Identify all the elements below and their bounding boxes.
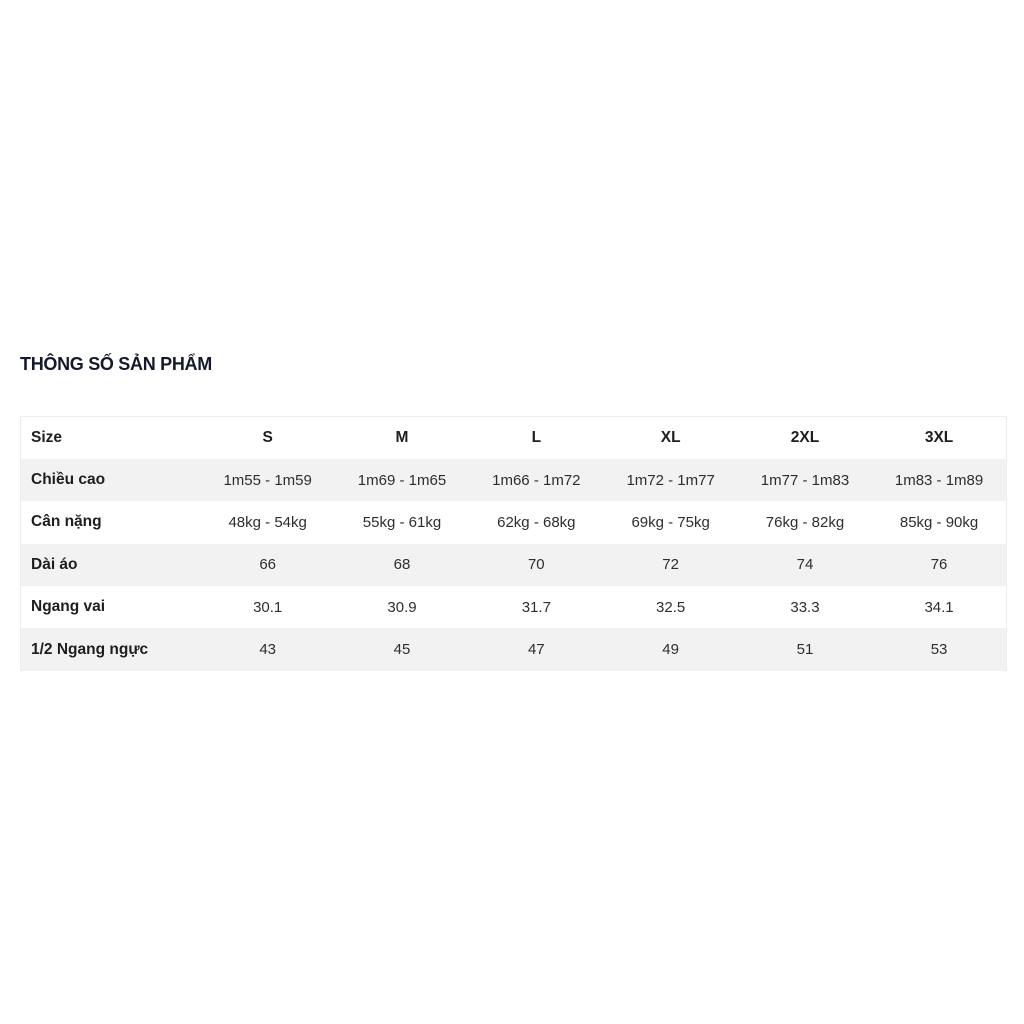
table-cell: 1m66 - 1m72 xyxy=(492,471,581,489)
table-cell: 49 xyxy=(662,641,679,659)
table-cell: 1m77 - 1m83 xyxy=(760,471,850,489)
size-column-s: S xyxy=(262,428,273,446)
table-header-row xyxy=(21,417,1007,459)
table-row-height xyxy=(21,459,1007,501)
size-column-m: M xyxy=(395,428,409,446)
row-label: Cân nặng xyxy=(21,501,201,543)
size-chart-table xyxy=(20,416,1007,671)
table-cell: 76 xyxy=(872,544,1006,586)
table-row-chest xyxy=(21,628,1007,670)
table-cell: 48kg - 54kg xyxy=(228,513,307,531)
table-cell: 68 xyxy=(393,556,411,574)
table-cell: 1m72 - 1m77 xyxy=(626,471,715,489)
table-cell: 70 xyxy=(527,556,545,574)
size-column-xl: XL xyxy=(660,428,681,446)
size-column-3xl: 3XL xyxy=(872,417,1006,459)
table-row-weight xyxy=(21,501,1007,543)
page-title: THÔNG SỐ SẢN PHẨM xyxy=(20,354,212,374)
table-cell: 55kg - 61kg xyxy=(362,513,442,531)
table-cell: 53 xyxy=(872,628,1006,670)
row-label: Ngang vai xyxy=(21,586,201,628)
table-cell: 45 xyxy=(393,641,411,659)
row-label: 1/2 Ngang ngực xyxy=(21,628,201,670)
size-column-2xl: 2XL xyxy=(790,428,820,446)
table-cell: 33.3 xyxy=(790,598,820,616)
row-label: Chiều cao xyxy=(21,459,201,501)
table-cell: 1m69 - 1m65 xyxy=(357,471,447,489)
table-cell: 43 xyxy=(259,641,276,659)
table-cell: 69kg - 75kg xyxy=(631,513,710,531)
table-cell: 72 xyxy=(662,556,679,574)
table-row-length xyxy=(21,544,1007,586)
table-cell: 31.7 xyxy=(521,598,551,616)
table-cell: 51 xyxy=(796,641,814,659)
table-cell: 32.5 xyxy=(656,598,686,616)
size-column-l: L xyxy=(531,428,542,446)
table-cell: 1m83 - 1m89 xyxy=(872,459,1006,501)
table-row-shoulder xyxy=(21,586,1007,628)
table-cell: 85kg - 90kg xyxy=(872,501,1006,543)
table-cell: 30.9 xyxy=(387,598,417,616)
table-cell: 1m55 - 1m59 xyxy=(223,471,312,489)
row-label: Dài áo xyxy=(21,544,201,586)
table-cell: 30.1 xyxy=(253,598,283,616)
table-cell: 34.1 xyxy=(872,586,1006,628)
table-cell: 47 xyxy=(527,641,545,659)
table-cell: 76kg - 82kg xyxy=(765,513,845,531)
table-cell: 74 xyxy=(796,556,814,574)
table-cell: 66 xyxy=(259,556,276,574)
table-cell: 62kg - 68kg xyxy=(497,513,576,531)
header-label-size: Size xyxy=(21,417,201,459)
